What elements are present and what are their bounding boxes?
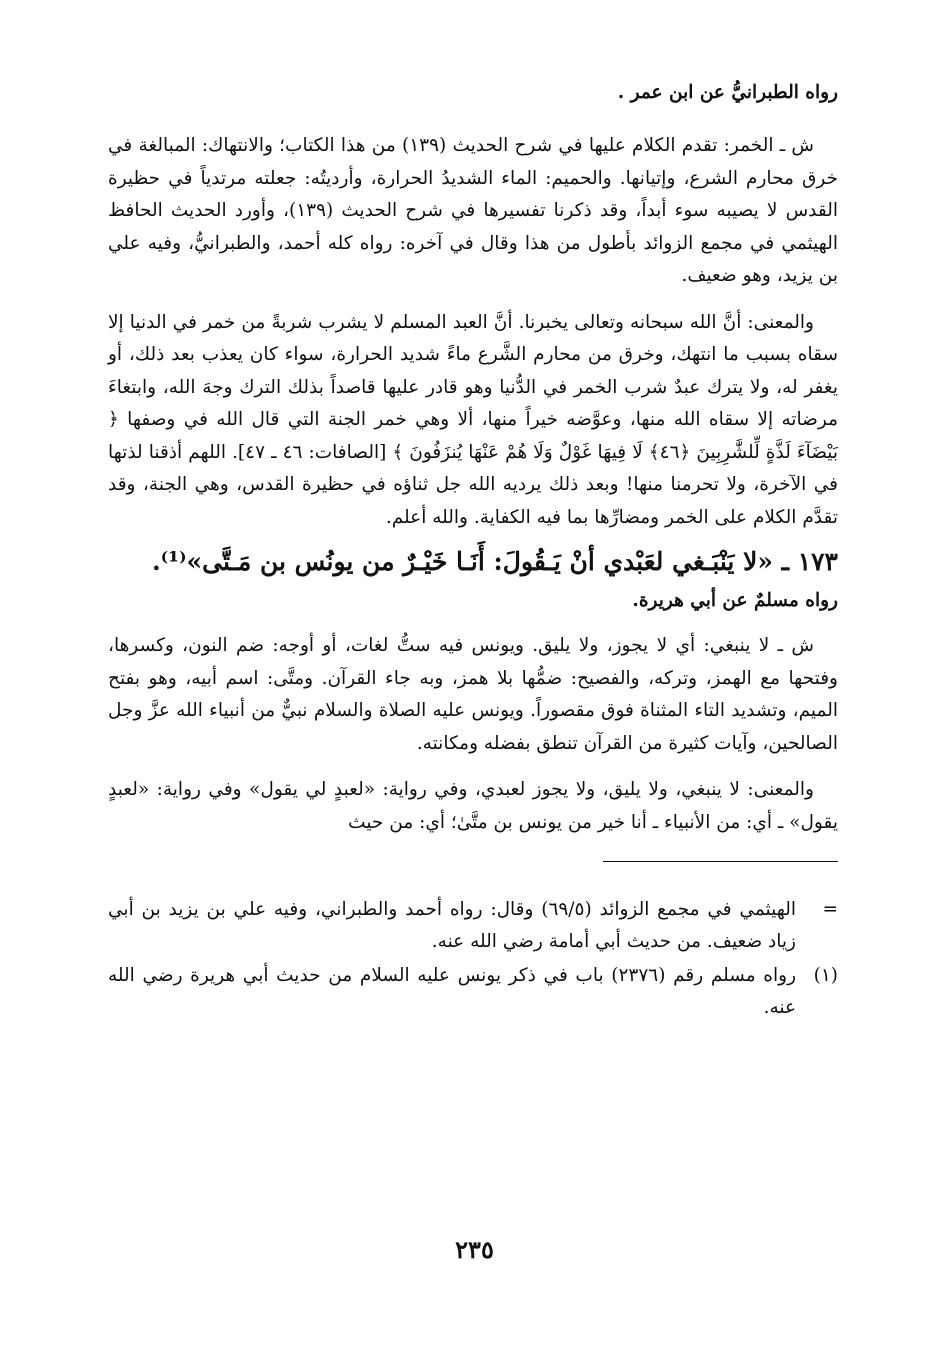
hadith-173-source: رواه مسلمٌ عن أبي هريرة. [632, 590, 838, 611]
footnote-divider [603, 861, 838, 862]
book-page [108, 78, 838, 1278]
meaning-paragraph-1: والمعنى: أنَّ الله سبحانه وتعالى يخبرنا. أنَّ العبد المسلم لا يشرب شربةً من خمر في الدنيا إلا سقاه بسبب ما انتهك، وخرق من محارم الشَّرع ماءً شديد الحرارة، سواء كان يعذب بعد ذلك، أو يغفر له، ولا يترك عبدٌ شرب الخمر في الدُّنيا وهو قادر عليها قاصداً بذلك الترك وجهَ الله، وابتغاءَ مرضاته إلا سقاه الله منها، وعوَّضه خيراً منها، ألا وهي خمر الجنة التي قال الله في وصفها ﴿ بَيْضَآءَ لَذَّةٍ لِّلشَّٰرِبِينَ ﴿٤٦﴾ لَا فِيهَا غَوْلٌ وَلَا هُمْ عَنْهَا يُنزَفُونَ ﴾ [الصافات: ٤٦ ـ ٤٧]. اللهم أذقنا لذتها في الآخرة، ولا تحرمنا منها! وبعد ذلك يرديه الله جل ثناؤه في حظيرة القدس، وهي الجنة، وقد تقدَّم الكلام على الخمر ومضارِّها بما فيه الكفاية. والله أعلم. [108, 311, 838, 528]
footnote-text: رواه مسلم رقم (٢٣٧٦) باب في ذكر يونس عليه السلام من حديث أبي هريرة رضي الله عنه. [108, 965, 797, 1018]
footnote-1 [108, 960, 838, 1024]
sharh-paragraph-2: ش ـ لا ينبغي: أي لا يجوز، ولا يليق. ويونس فيه ستُّ لغات، أو أوجه: ضم النون، وكسرها، وفتحها مع الهمز، وتركه، والفصيح: ضمُّها بلا همز، وبه جاء القرآن. ومتَّى: اسم أبيه، وهو بفتح الميم، وتشديد التاء المثناة فوق مقصوراً. ويونس عليه الصلاة والسلام نبيٌّ من أنبياء الله عزَّ وجل الصالحين، وآيات كثيرة من القرآن تنطق بفضله ومكانته. [108, 635, 838, 754]
footnote-continued [108, 894, 838, 958]
page-number: ٢٣٥ [455, 1235, 494, 1264]
footnote-marker: = [822, 899, 838, 920]
footnotes [108, 894, 838, 1024]
sharh-paragraph-1: ش ـ الخمر: تقدم الكلام عليها في شرح الحديث (١٣٩) من هذا الكتاب؛ والانتهاك: المبالغة في خرق محارم الشرع، وإتيانها. والحميم: الماء الشديدُ الحرارة، وأرديتُه: جعلته مرتدياً في حظيرة القدس لا يصيبه سوء أبداً، وقد ذكرنا تفسيرها في شرح الحديث (١٣٩)، وأورد الحديث الحافظ الهيثمي في مجمع الزوائد بأطول من هذا وقال في آخره: رواه كله أحمد، والطبرانيُّ، وفيه علي بن يزيد، وهو ضعيف. [108, 135, 839, 286]
footnote-marker: (١) [813, 965, 838, 986]
hadith-source-line: رواه الطبرانيُّ عن ابن عمر . [617, 82, 838, 103]
meaning-paragraph-2: والمعنى: لا ينبغي، ولا يليق، ولا يجوز لعبدي، وفي رواية: «لعبدٍ لي يقول» وفي رواية: «لعبدٍ يقول» ـ أي: من الأنبياء ـ أنا خير من يونس بن متَّىٰ؛ أي: من حيث [108, 779, 838, 833]
footnote-text: الهيثمي في مجمع الزوائد (٦٩/٥) وقال: رواه أحمد والطبراني، وفيه علي بن يزيد بن أبي زياد ضعيف. من حديث أبي أمامة رضي الله عنه. [108, 899, 796, 952]
hadith-173-text: ١٧٣ ـ «لا يَنْبَـغي لعَبْدي أنْ يَـقُولَ: أَنَـا خَيْـرٌ من يونُس بن مَـتَّى»⁽¹⁾. [151, 547, 838, 576]
